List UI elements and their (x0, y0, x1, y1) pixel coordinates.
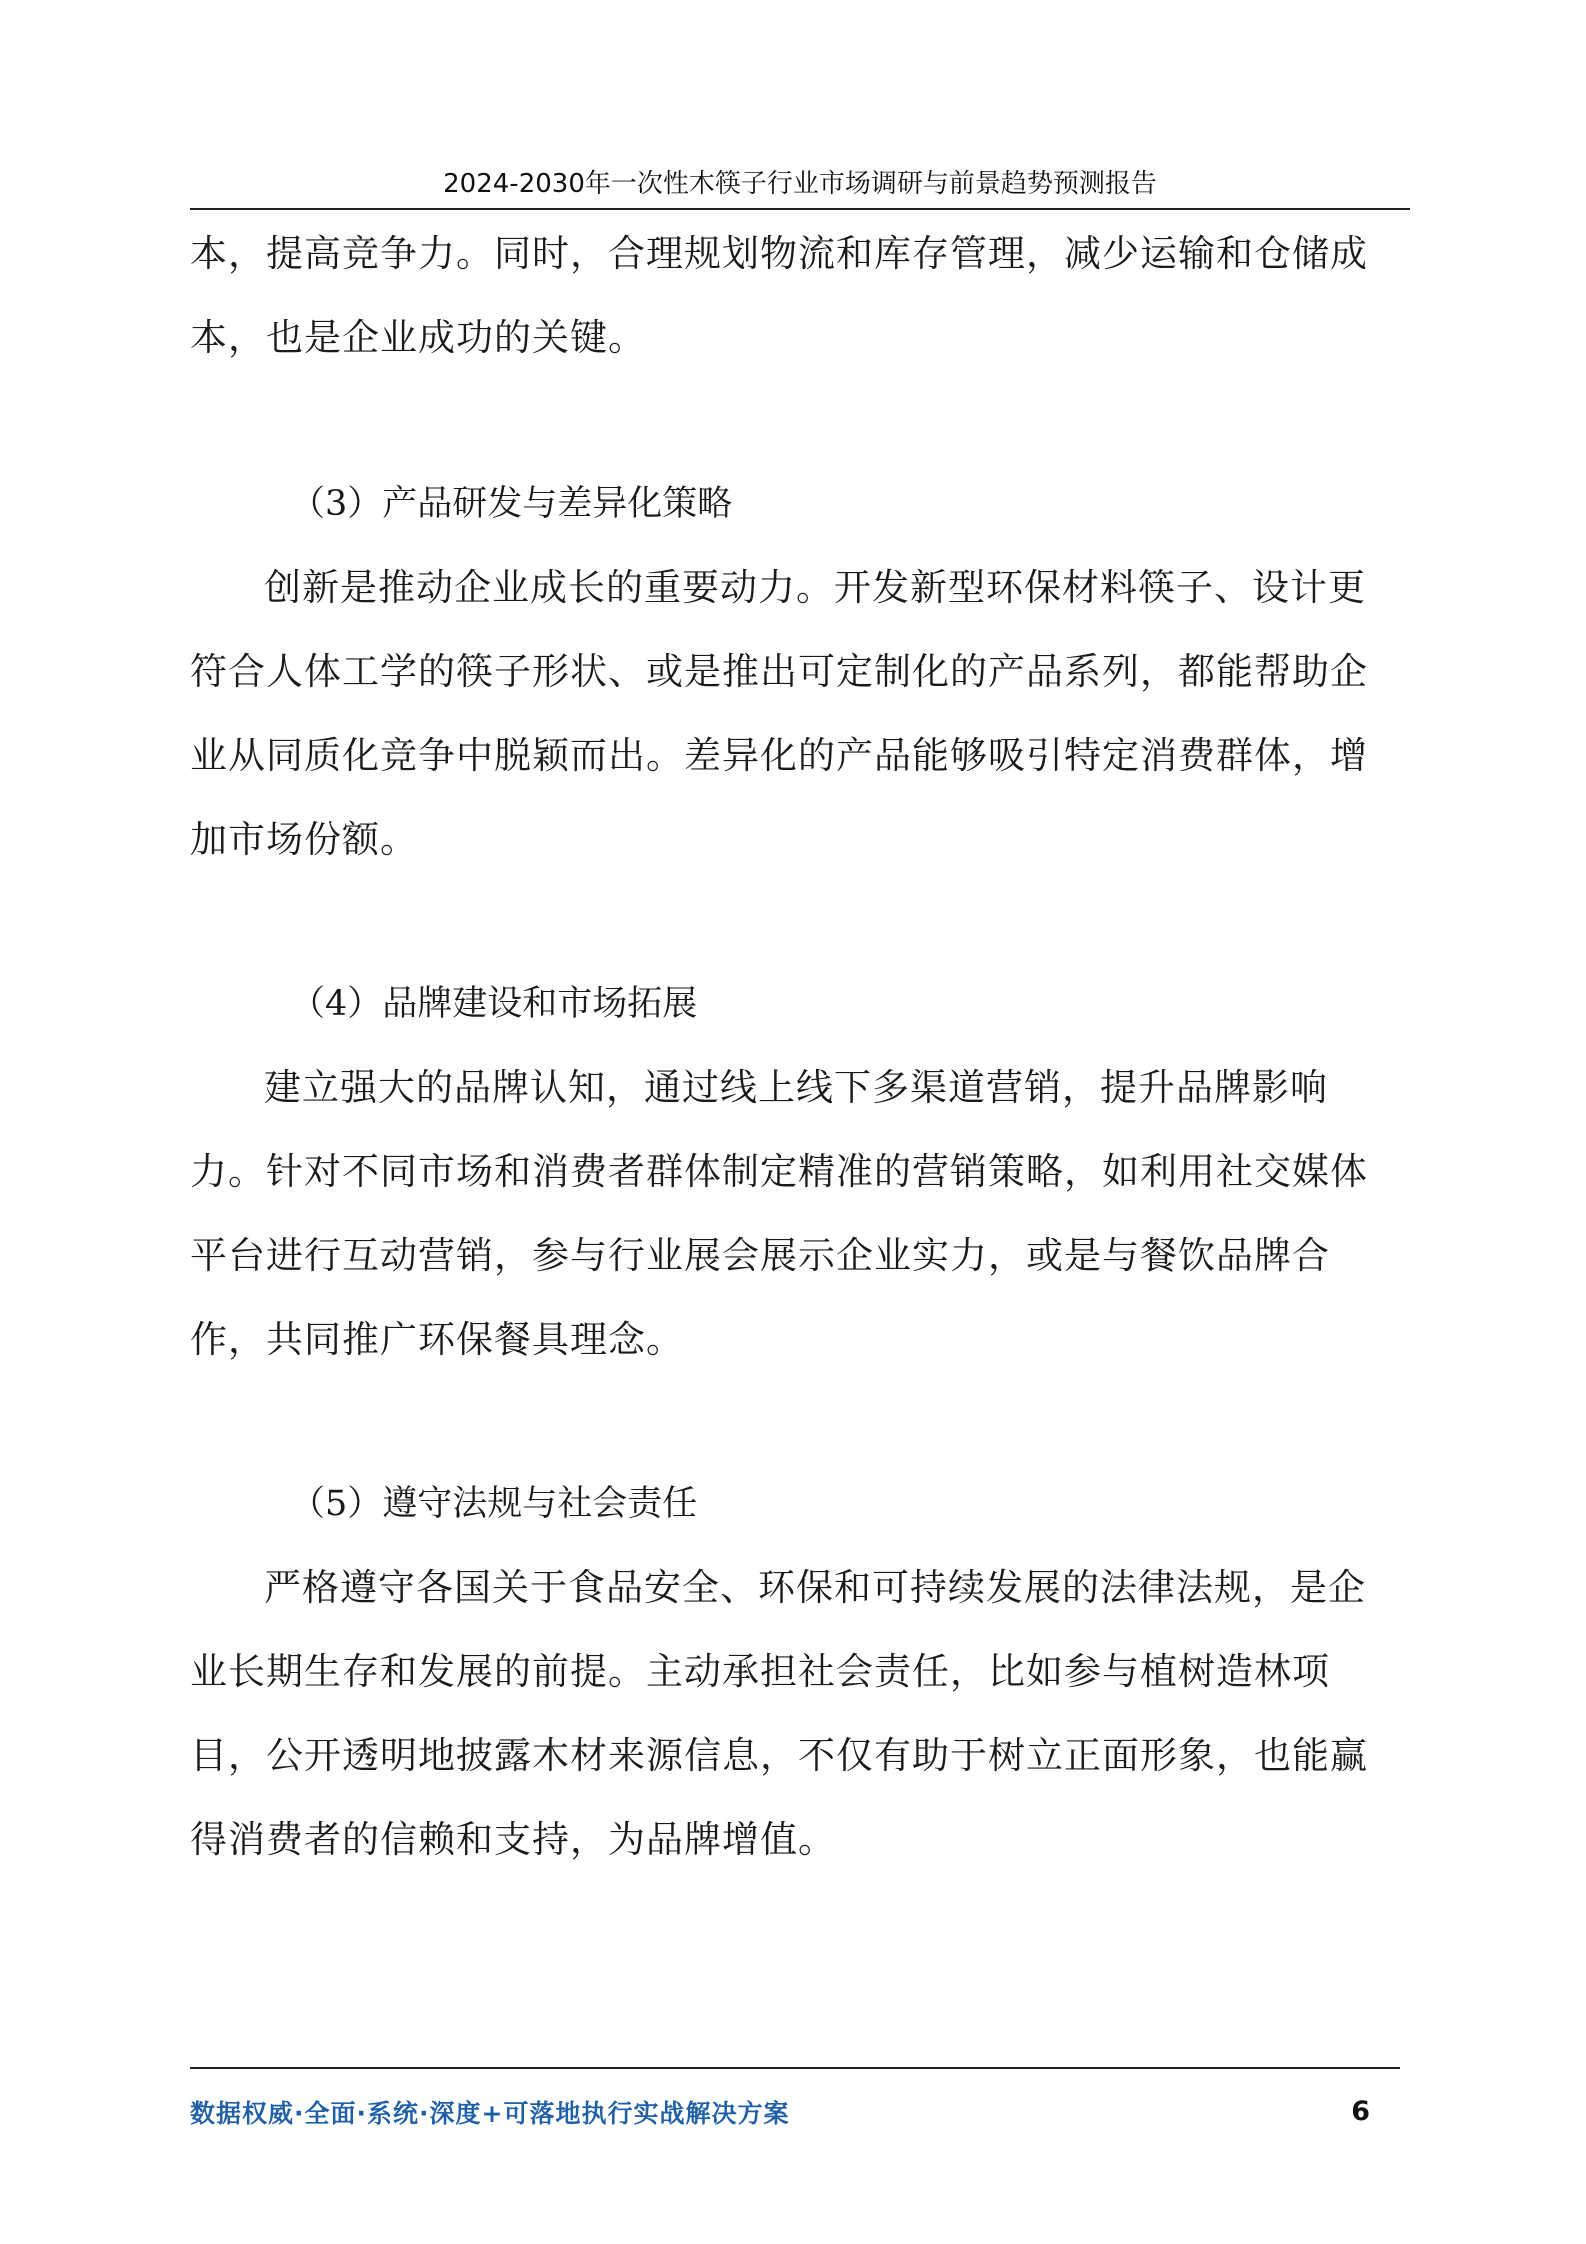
section-heading-4: （4）品牌建设和市场拓展 (290, 984, 698, 1024)
header-divider (190, 208, 1410, 210)
continuation-paragraph: 本，提高竞争力。同时，合理规划物流和库存管理，减少运输和仓储成本，也是企业成功的关键。 (190, 232, 1368, 359)
section-paragraph-5: 严格遵守各国关于食品安全、环保和可持续发展的法律法规，是企业长期生存和发展的前提。主动承担社会责任，比如参与植树造林项目，公开透明地披露木材来源信息，不仅有助于树立正面形象，也能赢得消费者的信赖和支持，为品牌增值。 (190, 1566, 1368, 1861)
section-paragraph-3: 创新是推动企业成长的重要动力。开发新型环保材料筷子、设计更符合人体工学的筷子形状、或是推出可定制化的产品系列，都能帮助企业从同质化竞争中脱颖而出。差异化的产品能够吸引特定消费群体，增加市场份额。 (190, 566, 1368, 861)
section-heading-5: （5）遵守法规与社会责任 (290, 1484, 698, 1524)
footer-slogan: 数据权威·全面·系统·深度+可落地执行实战解决方案 (190, 2099, 790, 2128)
page-number: 6 (1351, 2096, 1370, 2127)
section-paragraph-4: 建立强大的品牌认知，通过线上线下多渠道营销，提升品牌影响力。针对不同市场和消费者群体制定精准的营销策略，如利用社交媒体平台进行互动营销，参与行业展会展示企业实力，或是与餐饮品牌合作，共同推广环保餐具理念。 (190, 1066, 1368, 1361)
report-title: 2024-2030年一次性木筷子行业市场调研与前景趋势预测报告 (443, 169, 1157, 199)
section-heading-3: （3）产品研发与差异化策略 (290, 484, 733, 524)
footer-divider (190, 2067, 1400, 2069)
